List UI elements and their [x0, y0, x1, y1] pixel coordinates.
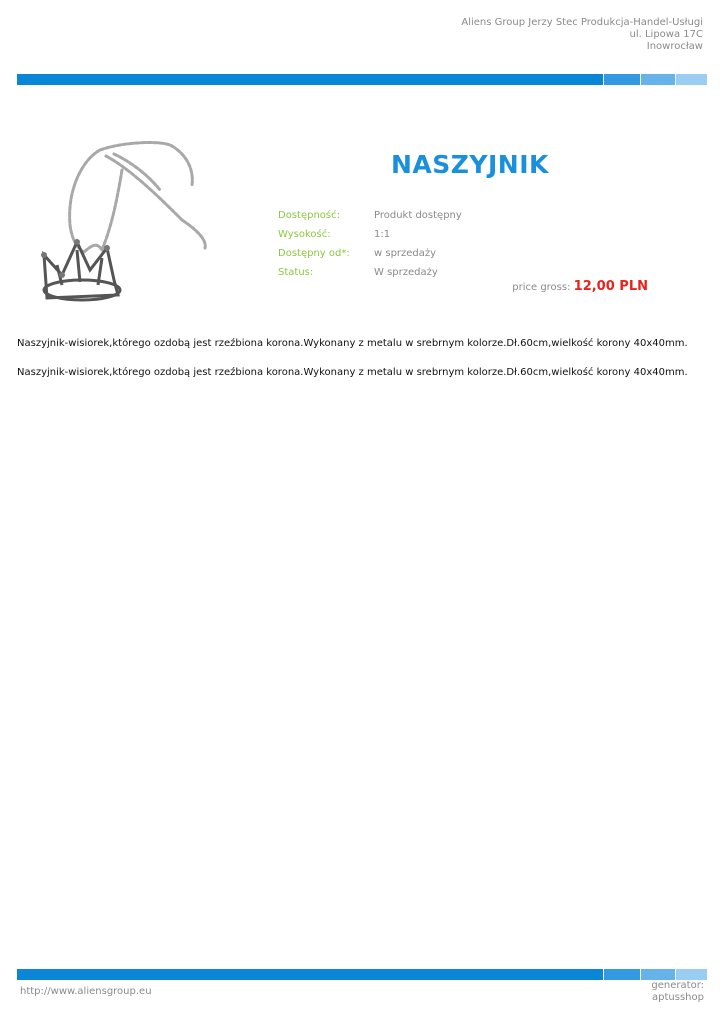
- attribute-label: Dostępność:: [278, 210, 340, 221]
- necklace-crown-icon: [22, 130, 222, 310]
- footer-url-link[interactable]: http://www.aliensgroup.eu: [20, 986, 152, 997]
- attribute-value: w sprzedaży: [374, 248, 437, 259]
- generator-label: generator:: [651, 980, 704, 991]
- attribute-label: Wysokość:: [278, 229, 331, 240]
- attribute-value: 1:1: [374, 229, 391, 240]
- header-divider-bar: [17, 74, 707, 85]
- attribute-value: Produkt dostępny: [374, 210, 462, 221]
- generator-name: aptusshop: [652, 992, 704, 1003]
- product-attributes: [278, 206, 462, 282]
- attribute-row-status: [278, 263, 462, 282]
- product-image: [22, 130, 222, 310]
- price-value: 12,00 PLN: [573, 279, 648, 294]
- attribute-value: W sprzedaży: [374, 267, 438, 278]
- company-address: ul. Lipowa 17C: [629, 29, 703, 40]
- attribute-row-height: [278, 225, 462, 244]
- company-name: Aliens Group Jerzy Stec Produkcja-Handel-Usługi: [461, 17, 703, 28]
- attribute-label: Dostępny od*:: [278, 248, 350, 259]
- attribute-row-availability: [278, 206, 462, 225]
- company-info: [461, 17, 703, 53]
- description-paragraph: Naszyjnik-wisiorek,którego ozdobą jest rzeźbiona korona.Wykonany z metalu w srebrnym kolorze.Dł.60cm,wielkość korony 40x40mm.: [17, 367, 688, 378]
- price-block: [512, 279, 648, 294]
- company-city: Inowrocław: [646, 41, 703, 52]
- generator-info: [651, 980, 704, 1004]
- description-paragraph: Naszyjnik-wisiorek,którego ozdobą jest rzeźbiona korona.Wykonany z metalu w srebrnym kolorze.Dł.60cm,wielkość korony 40x40mm.: [17, 338, 688, 349]
- footer-divider-bar: [17, 969, 707, 980]
- price-label: price gross:: [512, 282, 571, 293]
- product-title: NASZYJNIK: [391, 150, 549, 179]
- attribute-row-available-from: [278, 244, 462, 263]
- attribute-label: Status:: [278, 267, 314, 278]
